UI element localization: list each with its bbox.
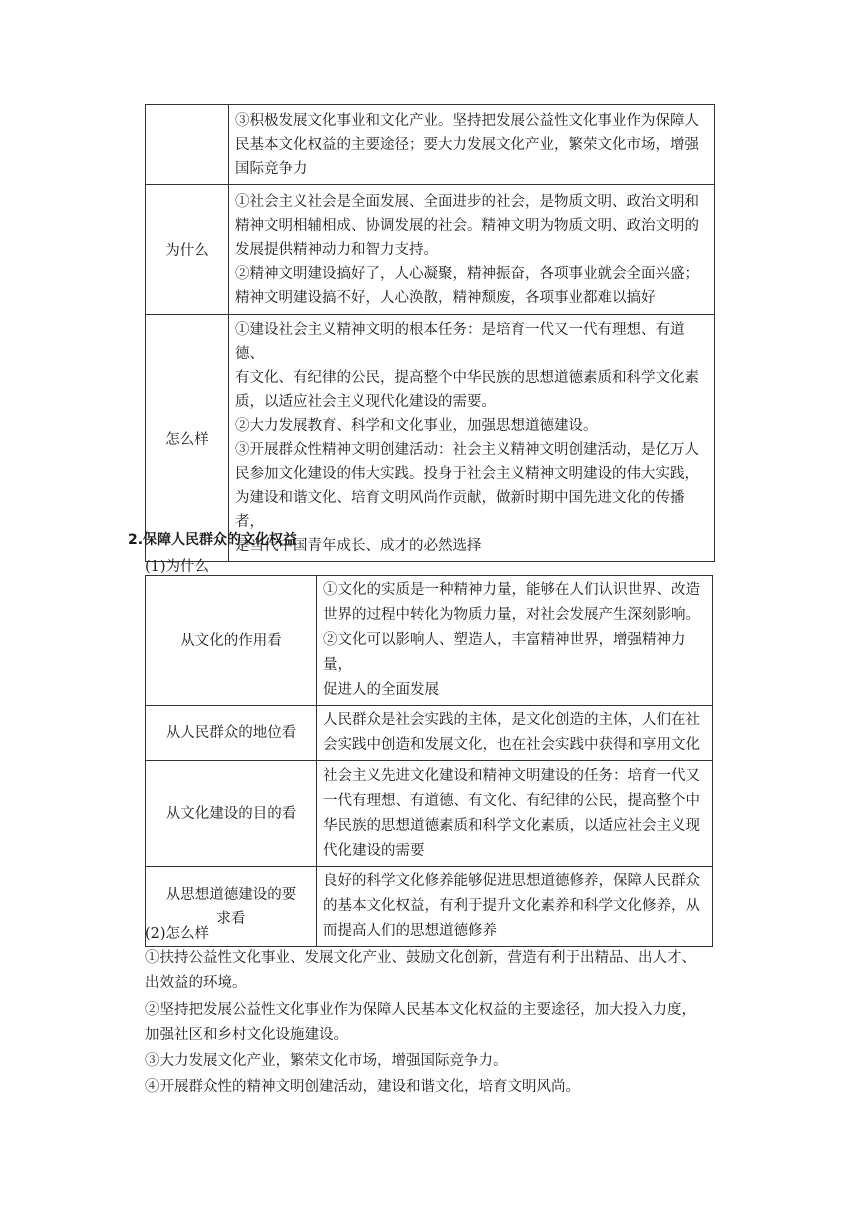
table-row [146, 706, 713, 761]
row-content [229, 105, 715, 185]
table-row [146, 315, 715, 562]
text-line: 为建设和谐文化、培育文明风尚作贡献，做新时期中国先进文化的传播者， [235, 490, 685, 530]
text-line: ②坚持把发展公益性文化事业作为保障人民基本文化权益的主要途径，加大投入力度， [145, 1002, 696, 1018]
row-header: 怎么样 [146, 315, 229, 562]
text-line: ③大力发展文化产业，繁荣文化市场，增强国际竞争力。 [145, 1053, 508, 1069]
text-line: 民参加文化建设的伟大实践。投身于社会主义精神文明建设的伟大实践， [235, 466, 699, 482]
header-line: 从思想道德建设的要 [165, 886, 297, 903]
text-line: 民基本文化权益的主要途径；要大力发展文化产业，繁荣文化市场，增强 [235, 136, 699, 153]
text-line: ②文化可以影响人、塑造人，丰富精神世界，增强精神力量， [323, 632, 686, 673]
text-line: ④开展群众性的精神文明创建活动，建设和谐文化，培育文明风尚。 [145, 1079, 580, 1095]
text-line: 的基本文化权益，有利于提升文化素养和科学文化修养，从 [323, 898, 700, 914]
row-content [229, 315, 715, 562]
text-line: 发展提供精神动力和智力支持。 [235, 241, 438, 258]
text-line: 良好的科学文化修养能够促进思想道德修养，保障人民群众 [323, 873, 700, 889]
list-item [145, 998, 730, 1048]
row-content [317, 706, 713, 761]
row-header [146, 105, 229, 185]
text-line: ②大力发展教育、科学和文化事业，加强思想道德建设。 [235, 418, 598, 434]
table-why-protect-cultural-rights [145, 575, 713, 947]
text-line: 会实践中创造和发展文化，也在社会实践中获得和享用文化 [323, 737, 700, 753]
text-line: 出效益的环境。 [145, 975, 247, 991]
text-line: 人民群众是社会实践的主体，是文化创造的主体，人们在社 [323, 712, 700, 728]
subsection-how: (2)怎么样 [145, 926, 210, 942]
text-line: 促进人的全面发展 [323, 682, 439, 698]
row-header: 为什么 [146, 185, 229, 315]
table-row [146, 761, 713, 867]
list-item [145, 946, 730, 996]
text-line: 加强社区和乡村文化设施建设。 [145, 1027, 348, 1043]
text-line: 国际竞争力 [235, 160, 308, 177]
table-what-how-spiritual-civilization [145, 104, 715, 562]
header-line: 求看 [216, 910, 246, 927]
text-line: 一代有理想、有道德、有文化、有纪律的公民，提高整个中 [323, 792, 700, 809]
row-header: 从人民群众的地位看 [146, 706, 317, 761]
row-header: 从文化的作用看 [146, 576, 317, 706]
text-line: 华民族的思想道德素质和科学文化素质，以适应社会主义现 [323, 817, 700, 834]
text-line: ①社会主义社会是全面发展、全面进步的社会，是物质文明、政治文明和 [235, 193, 699, 210]
text-line: 社会主义先进文化建设和精神文明建设的任务：培育一代又 [323, 767, 700, 784]
table-row [146, 185, 715, 315]
text-line: ①建设社会主义精神文明的根本任务：是培育一代又一代有理想、有道德、 [235, 322, 685, 362]
text-line: 精神文明建设搞不好，人心涣散，精神颓废，各项事业都难以搞好 [235, 289, 656, 306]
text-line: 精神文明相辅相成、协调发展的社会。精神文明为物质文明、政治文明的 [235, 217, 699, 234]
list-item [145, 1075, 730, 1100]
text-line: 是当代中国青年成长、成才的必然选择 [235, 538, 482, 554]
subsection-why: (1)为什么 [145, 559, 210, 575]
list-item [145, 1049, 730, 1074]
text-line: 质，以适应社会主义现代化建设的需要。 [235, 394, 496, 410]
text-line: ③开展群众性精神文明创建活动：社会主义精神文明创建活动，是亿万人 [235, 442, 699, 458]
row-content [317, 867, 713, 947]
text-line: 有文化、有纪律的公民，提高整个中华民族的思想道德素质和科学文化素 [235, 370, 699, 386]
row-content [317, 761, 713, 867]
table-row [146, 867, 713, 947]
text-line: 而提高人们的思想道德修养 [323, 923, 497, 939]
table-row [146, 576, 713, 706]
text-line: 代化建设的需要 [323, 842, 425, 859]
row-content [317, 576, 713, 706]
text-line: ③积极发展文化事业和文化产业。坚持把发展公益性文化事业作为保障人 [235, 112, 699, 129]
section-heading: 2.保障人民群众的文化权益 [128, 532, 298, 548]
text-line: ①文化的实质是一种精神力量，能够在人们认识世界、改造 [323, 582, 700, 598]
text-line: 世界的过程中转化为物质力量，对社会发展产生深刻影响。 [323, 607, 700, 623]
row-content [229, 185, 715, 315]
row-header: 从文化建设的目的看 [146, 761, 317, 867]
table-row [146, 105, 715, 185]
text-line: ①扶持公益性文化事业、发展文化产业、鼓励文化创新，营造有利于出精品、出人才、 [145, 950, 696, 966]
text-line: ②精神文明建设搞好了，人心凝聚，精神振奋，各项事业就会全面兴盛； [235, 265, 699, 282]
